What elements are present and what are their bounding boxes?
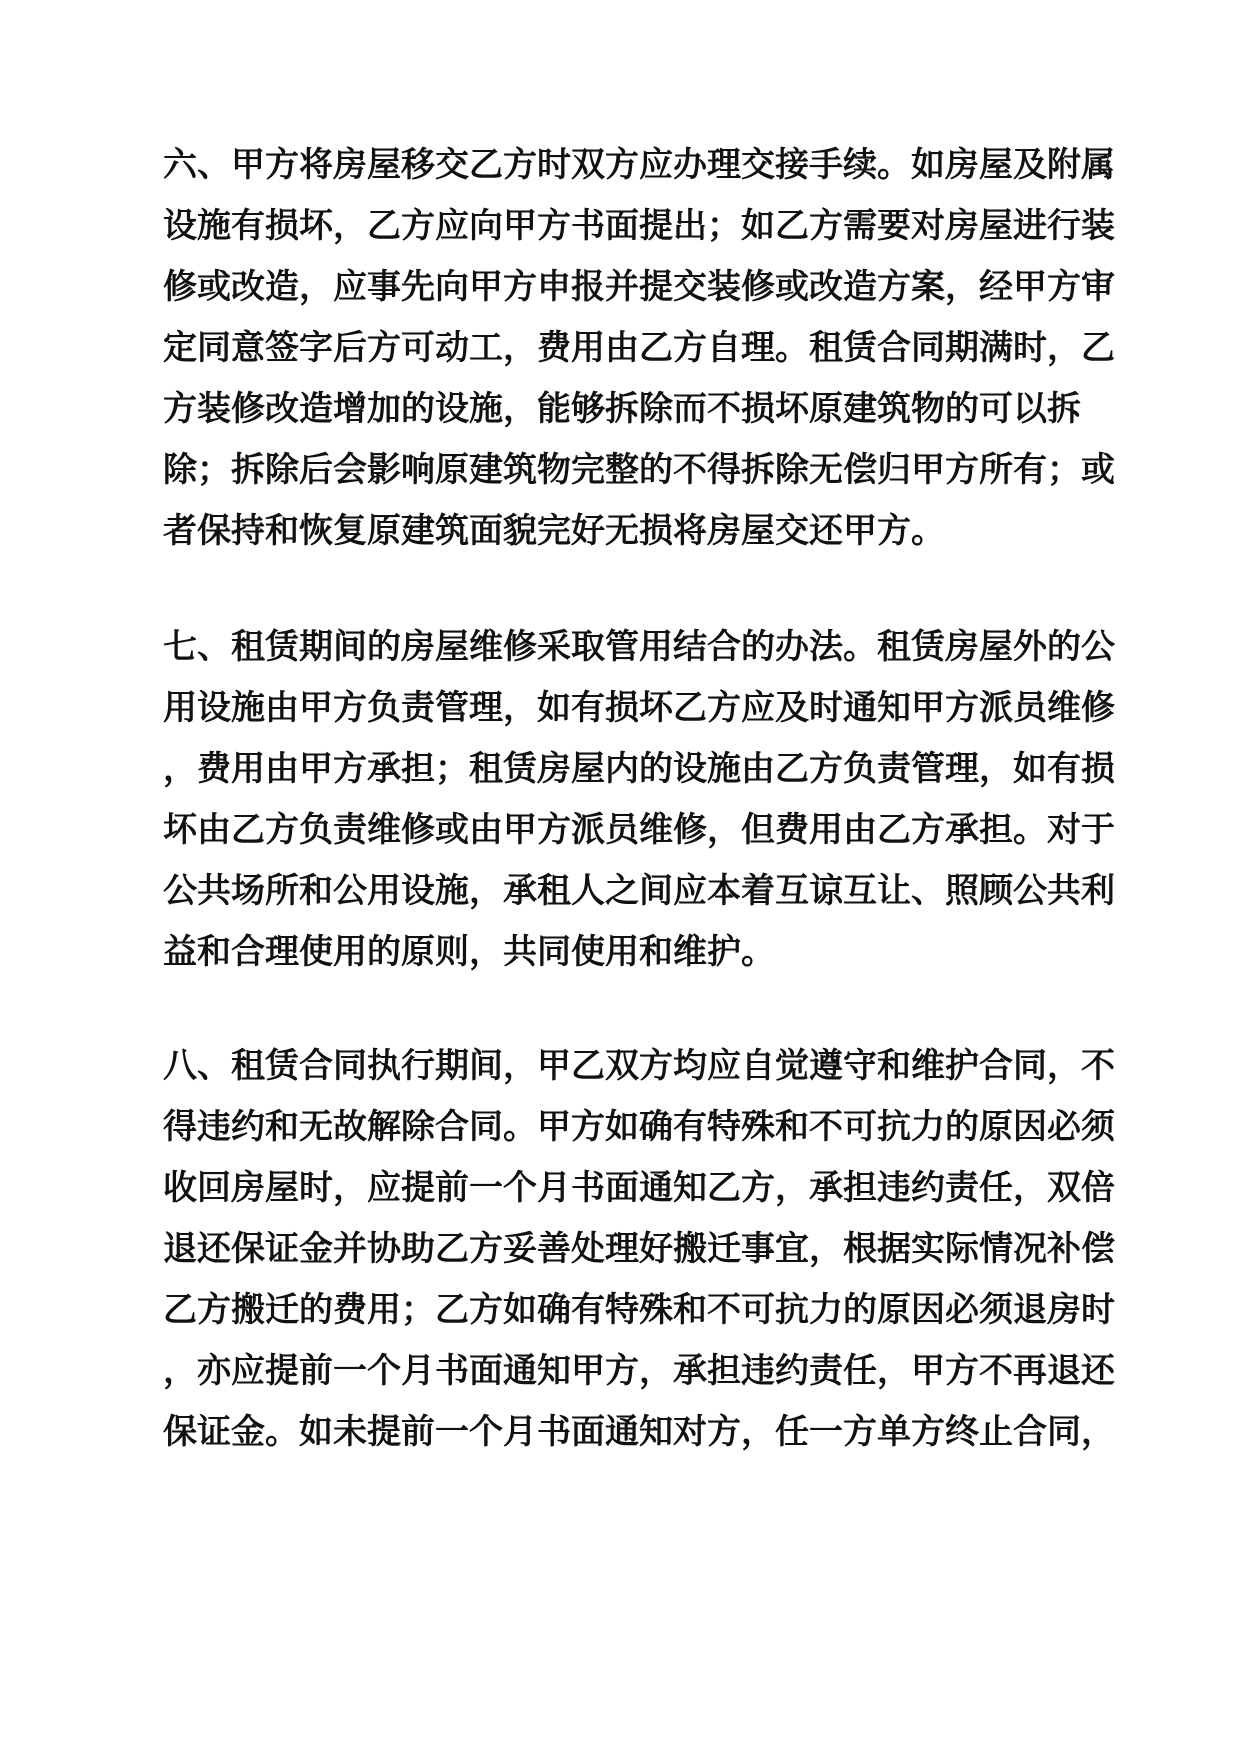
text-line: 公 共 场 所 和 公 用 设 施 ， 承 租 人 之 间 应 本 着 互 谅 互 让 、 照 顾 公 共 利 <box>163 871 1115 911</box>
text-line: 者保持和恢复原建筑面貌完好无损将房屋交还甲方。 <box>163 511 945 551</box>
text-line: 方 装 修 改 造 增 加 的 设 施 ， 能 够 拆 除 而 不 损 坏 原 建 筑 物 的 可 以 拆 <box>163 389 1081 429</box>
text-line: 八 、 租 赁 合 同 执 行 期 间 ， 甲 乙 双 方 均 应 自 觉 遵 守 和 维 护 合 同 ， 不 <box>163 1046 1115 1086</box>
text-line: 益和合理使用的原则，共同使用和维护。 <box>163 932 775 972</box>
text-line: 得 违 约 和 无 故 解 除 合 同 。 甲 方 如 确 有 特 殊 和 不 可 抗 力 的 原 因 必 须 <box>163 1107 1115 1147</box>
text-line: ， 亦 应 提 前 一 个 月 书 面 通 知 甲 方 ， 承 担 违 约 责 任 ， 甲 方 不 再 退 还 <box>163 1351 1115 1391</box>
text-line: ， 费 用 由 甲 方 承 担 ； 租 赁 房 屋 内 的 设 施 由 乙 方 负 责 管 理 ， 如 有 损 <box>163 749 1115 789</box>
text-line: 用 设 施 由 甲 方 负 责 管 理 ， 如 有 损 坏 乙 方 应 及 时 通 知 甲 方 派 员 维 修 <box>163 688 1115 728</box>
text-line: 收 回 房 屋 时 ， 应 提 前 一 个 月 书 面 通 知 乙 方 ， 承 担 违 约 责 任 ， 双 倍 <box>163 1168 1115 1208</box>
text-line: 退 还 保 证 金 并 协 助 乙 方 妥 善 处 理 好 搬 迁 事 宜 ， 根 据 实 际 情 况 补 偿 <box>163 1229 1115 1269</box>
text-line: 乙 方 搬 迁 的 费 用 ； 乙 方 如 确 有 特 殊 和 不 可 抗 力 的 原 因 必 须 退 房 时 <box>163 1290 1115 1330</box>
text-line: 坏 由 乙 方 负 责 维 修 或 由 甲 方 派 员 维 修 ， 但 费 用 由 乙 方 承 担 。 对 于 <box>163 810 1115 850</box>
text-line: 修 或 改 造 ， 应 事 先 向 甲 方 申 报 并 提 交 装 修 或 改 造 方 案 ， 经 甲 方 审 <box>163 267 1115 307</box>
text-line: 保 证 金 。 如 未 提 前 一 个 月 书 面 通 知 对 方 ， 任 一 方 单 方 终 止 合 同 ， <box>163 1412 1115 1452</box>
text-line: 定 同 意 签 字 后 方 可 动 工 ， 费 用 由 乙 方 自 理 。 租 赁 合 同 期 满 时 ， 乙 <box>163 328 1115 368</box>
text-line: 除 ； 拆 除 后 会 影 响 原 建 筑 物 完 整 的 不 得 拆 除 无 偿 归 甲 方 所 有 ； 或 <box>163 450 1115 490</box>
text-line: 六 、 甲 方 将 房 屋 移 交 乙 方 时 双 方 应 办 理 交 接 手 续 。 如 房 屋 及 附 属 <box>163 145 1115 185</box>
text-line: 七 、 租 赁 期 间 的 房 屋 维 修 采 取 管 用 结 合 的 办 法 。 租 赁 房 屋 外 的 公 <box>163 627 1115 667</box>
text-line: 设 施 有 损 坏 ， 乙 方 应 向 甲 方 书 面 提 出 ； 如 乙 方 需 要 对 房 屋 进 行 装 <box>163 206 1115 246</box>
